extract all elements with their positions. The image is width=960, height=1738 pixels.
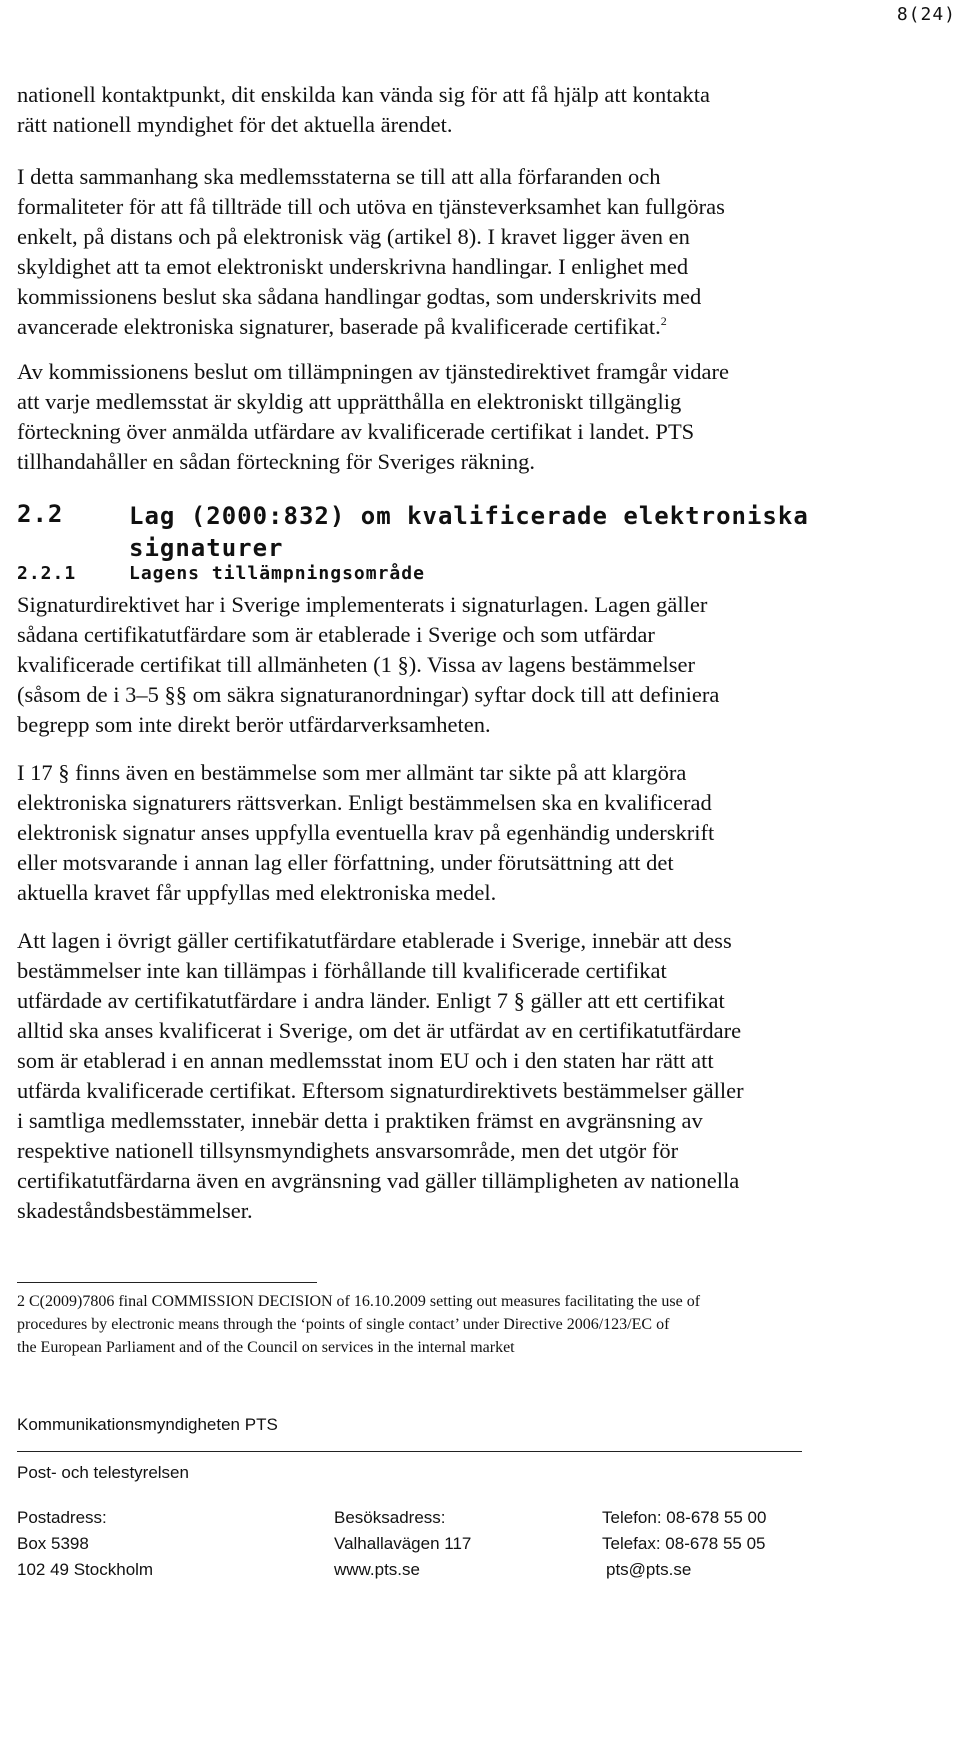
text-line: elektronisk signatur anses uppfylla eventuella krav på egenhändig underskrift <box>17 820 715 845</box>
footer-label: Postadress: <box>17 1508 107 1527</box>
paragraph <box>17 80 867 140</box>
text-line: I detta sammanhang ska medlemsstaterna se till att alla förfaranden och <box>17 164 661 189</box>
text-line: avancerade elektroniska signaturer, baserade på kvalificerade certifikat.$^2$ <box>17 314 667 339</box>
footer-fax: Telefax: 08-678 55 05 <box>602 1534 766 1553</box>
text-line: skyldighet att ta emot elektroniskt underskrivna handlingar. I enlighet med <box>17 254 689 279</box>
text-line: i samtliga medlemsstater, innebär detta i praktiken främst en avgränsning av <box>17 1108 703 1133</box>
text-line: eller motsvarande i annan lag eller författning, under förutsättning att det <box>17 850 674 875</box>
text-line: formaliteter för att få tillträde till och utöva en tjänsteverksamhet kan fullgöras <box>17 194 725 219</box>
paragraph <box>17 590 867 740</box>
text-line: rätt nationell myndighet för det aktuella ärendet. <box>17 112 453 137</box>
section-number: 2.2 <box>17 500 64 528</box>
text-line: tillhandahåller en sådan förteckning för Sveriges räkning. <box>17 449 535 474</box>
text-line: skadeståndsbestämmelser. <box>17 1198 253 1223</box>
footer-value: Box 5398 <box>17 1534 89 1553</box>
footnote-line: the European Parliament and of the Council on services in the internal market <box>17 1339 515 1356</box>
text-line: som är etablerad i en annan medlemsstat inom EU och i den staten har rätt att <box>17 1048 714 1073</box>
footer-contact <box>602 1505 766 1583</box>
text-line: att varje medlemsstat är skyldig att upprätthålla en elektroniskt tillgänglig <box>17 389 682 414</box>
footnote-line: 2 C(2009)7806 final COMMISSION DECISION of 16.10.2009 setting out measures facilitating the use of <box>17 1293 701 1310</box>
footer-postal-address <box>17 1505 153 1583</box>
paragraph <box>17 162 867 342</box>
text-line: Signaturdirektivet har i Sverige implementerats i signaturlagen. Lagen gäller <box>17 592 708 617</box>
website-link[interactable]: www.pts.se <box>334 1560 420 1579</box>
text-line: nationell kontaktpunkt, dit enskilda kan vända sig för att få hjälp att kontakta <box>17 82 710 107</box>
footer-value: 102 49 Stockholm <box>17 1560 154 1579</box>
footer-visiting-address <box>334 1505 471 1583</box>
section-title: Lag (2000:832) om kvalificerade elektroniska signaturer <box>129 502 809 562</box>
footnote-reference[interactable]: 2 <box>660 314 667 328</box>
text-line: kommissionens beslut ska sådana handlingar godtas, som underskrivits med <box>17 284 702 309</box>
organization-subtitle: Post- och telestyrelsen <box>17 1463 189 1482</box>
text-line: Av kommissionens beslut om tillämpningen av tjänstedirektivet framgår vidare <box>17 359 729 384</box>
text-line: certifikatutfärdarna även en avgränsning vad gäller tillämpligheten av nationella <box>17 1168 740 1193</box>
paragraph <box>17 357 867 477</box>
text-line: elektroniska signaturers rättsverkan. Enligt bestämmelsen ska en kvalificerad <box>17 790 712 815</box>
text-line: bestämmelser inte kan tillämpas i förhållande till kvalificerade certifikat <box>17 958 667 983</box>
text-line: aktuella kravet får uppfyllas med elektroniska medel. <box>17 880 497 905</box>
text-line: (såsom de i 3–5 §§ om säkra signaturanordningar) syftar dock till att definiera <box>17 682 720 707</box>
footer-divider <box>17 1451 802 1452</box>
text-line: I 17 § finns även en bestämmelse som mer allmänt tar sikte på att klargöra <box>17 760 687 785</box>
subsection-number: 2.2.1 <box>17 563 77 584</box>
paragraph <box>17 926 867 1226</box>
organization-name: Kommunikationsmyndigheten PTS <box>17 1415 278 1434</box>
text-line: kvalificerade certifikat till allmänheten (1 §). Vissa av lagens bestämmelser <box>17 652 695 677</box>
text-line: utfärdade av certifikatutfärdare i andra länder. Enligt 7 § gäller att ett certifikat <box>17 988 725 1013</box>
footer-value: Valhallavägen 117 <box>334 1534 472 1553</box>
subsection-title: Lagens tillämpningsområde <box>129 563 425 584</box>
text-line: enkelt, på distans och på elektronisk väg (artikel 8). I kravet ligger även en <box>17 224 690 249</box>
footer-phone: Telefon: 08-678 55 00 <box>602 1508 767 1527</box>
page-number: 8(24) <box>896 4 956 25</box>
footer-label: Besöksadress: <box>334 1508 446 1527</box>
footnote <box>17 1290 867 1359</box>
text-line: förteckning över anmälda utfärdare av kvalificerade certifikat i landet. PTS <box>17 419 695 444</box>
text-line: respektive nationell tillsynsmyndighets ansvarsområde, men det utgör för <box>17 1138 679 1163</box>
text-line: sådana certifikatutfärdare som är etablerade i Sverige och som utfärdar <box>17 622 655 647</box>
footnote-divider <box>17 1282 317 1283</box>
email-link[interactable]: pts@pts.se <box>606 1560 692 1579</box>
text-line: alltid ska anses kvalificerat i Sverige, om det är utfärdat av en certifikatutfärdare <box>17 1018 742 1043</box>
text-line: begrepp som inte direkt berör utfärdarverksamheten. <box>17 712 491 737</box>
text-line: Att lagen i övrigt gäller certifikatutfärdare etablerade i Sverige, innebär att dess <box>17 928 732 953</box>
footnote-line: procedures by electronic means through the ‘points of single contact’ under Directive 2006/123/EC of <box>17 1316 670 1333</box>
paragraph <box>17 758 867 908</box>
text-line: utfärda kvalificerade certifikat. Eftersom signaturdirektivets bestämmelser gäller <box>17 1078 744 1103</box>
